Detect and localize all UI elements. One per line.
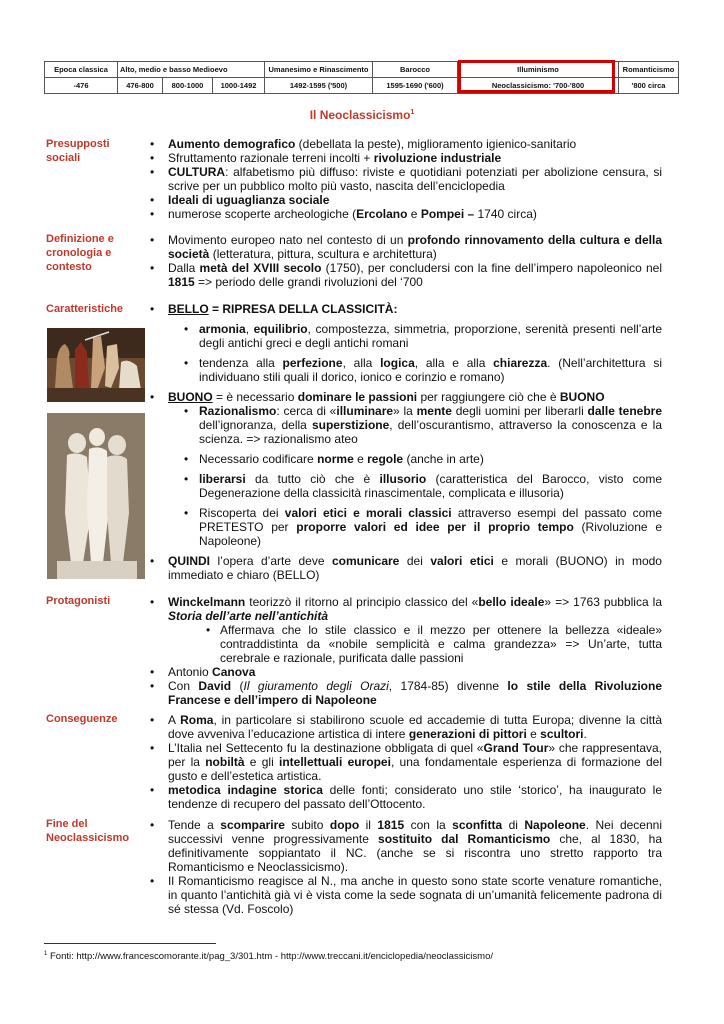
list-item: • Movimento europeo nato nel contesto di un profondo rinnovamento della cultura e della società (letteratura, pittura, scultura e architettura) <box>148 233 662 261</box>
sub-item: • Riscoperta dei valori etici e morali classici attraverso esempi del passato come PRETESTO per proporre valori ed idee per il proprio tempo (Rivoluzione e Napoleone) <box>148 506 662 548</box>
caratteristiche-block <box>148 302 662 582</box>
section-label-protagonisti: Protagonisti <box>46 595 111 607</box>
oath-of-horatii-painting <box>47 328 145 402</box>
protagonisti-block <box>148 595 662 707</box>
page-title-text: Il Neoclassicismo <box>309 108 411 122</box>
list-item: • Antonio Canova <box>148 665 662 679</box>
timeline-cell: Neoclassicismo: '700-'800 <box>458 78 619 94</box>
list-item: • QUINDI l’opera d’arte deve comunicare dei valori etici e morali (BUONO) in modo immediato e chiaro (BELLO) <box>148 554 662 582</box>
footnote-marker: 1 <box>44 951 48 957</box>
presupposti-block <box>148 137 662 221</box>
section-label-fine: Fine del Neoclassicismo <box>46 818 130 844</box>
definizione-block <box>148 233 662 289</box>
timeline-cell: Illuminismo <box>458 62 619 78</box>
timeline-cell: Umanesimo e Rinascimento <box>265 62 373 78</box>
page-title <box>0 108 724 122</box>
list-item: • BUONO = è necessario dominare le passioni per raggiungere ciò che è BUONO <box>148 390 662 404</box>
footnote <box>44 951 493 962</box>
list-item: • Dalla metà del XVIII secolo (1750), per concludersi con la fine dell’impero napoleonico nel 1815 => periodo delle grandi rivoluzioni del ‘700 <box>148 261 662 289</box>
timeline-cell: '800 circa <box>619 78 679 94</box>
footnote-divider <box>44 943 216 944</box>
sub-item: • Affermava che lo stile classico e il mezzo per ottenere la bellezza «ideale» contraddistinta da «nobile semplicità e calma grandezza» => Un’arte, tutta cerebrale e razionale, purificata dalle passioni <box>148 623 662 665</box>
sub-item: • tendenza alla perfezione, alla logica, alla e alla chiarezza. (Nell’architettura si individuano stili quali il dorico, ionico e corinzio e romano) <box>148 356 662 384</box>
section-label-conseguenze: Conseguenze <box>46 713 118 725</box>
section-label-presupposti: Presupposti sociali <box>46 138 110 164</box>
list-item: • numerose scoperte archeologiche (Ercolano e Pompei – 1740 circa) <box>148 207 662 221</box>
footnote-ref[interactable]: 1 <box>410 109 415 116</box>
section-label-caratteristiche: Caratteristiche <box>46 303 124 315</box>
sub-item: • Necessario codificare norme e regole (anche in arte) <box>148 452 662 466</box>
list-item: • metodica indagine storica delle fonti; considerato uno stile ‘storico’, ha inaugurato le tendenze di recupero del passato dell’Ottocento. <box>148 783 662 811</box>
list-item: • Con David (Il giuramento degli Orazi, 1784-85) divenne lo stile della Rivoluzione Francese e dell’impero di Napoleone <box>148 679 662 707</box>
sub-item: • Razionalismo: cerca di «illuminare» la mente degli uomini per liberarli dalle tenebre dell’ignoranza, della superstizione, dell’oscurantismo, attraverso la conoscenza e la scienza. => razionalismo ateo <box>148 404 662 446</box>
fine-block <box>148 818 662 916</box>
sub-item: • armonia, equilibrio, compostezza, simmetria, proporzione, serenità presenti nell’arte degli antichi greci e degli antichi romani <box>148 322 662 350</box>
current-period-highlight <box>458 60 615 93</box>
list-item: • L’Italia nel Settecento fu la destinazione obbligata di quel «Grand Tour» che rappresentava, per la nobiltà e gli intellettuali europei, una fondamentale esperienza di formazione del gusto e dell’estetica artistica. <box>148 741 662 783</box>
conseguenze-block <box>148 713 662 811</box>
three-graces-sculpture <box>47 413 145 579</box>
list-item: • Winckelmann teorizzò il ritorno al principio classico del «bello ideale» => 1763 pubblica la Storia dell’arte nell’antichità <box>148 595 662 623</box>
timeline-cell: 1000-1492 <box>213 78 265 94</box>
timeline-cell: Epoca classica <box>45 62 118 78</box>
list-item: • Tende a scomparire subito dopo il 1815 con la sconfitta di Napoleone. Nei decenni successivi venne progressivamente sostituito dal Romanticismo che, al 1830, ha definitivamente soppiantato il NC. (anche se si riscontra uno stretto rapporto tra Romanticismo e Neoclassicismo). <box>148 818 662 874</box>
footnote-text: Fonti: http://www.francescomorante.it/pag_3/301.htm - http://www.treccani.it/enciclopedia/neoclassicismo/ <box>49 951 493 963</box>
list-item: • Il Romanticismo reagisce al N., ma anche in questo sono state scorte venature romantiche, in quanto l’antichità già vi è vista come la sede sognata di un’umanità felicemente padrona di sé stessa (Vd. Foscolo) <box>148 874 662 916</box>
list-item: • CULTURA: alfabetismo più diffuso: riviste e quotidiani potenziati per abolizione censura, si scrive per un pubblico molto più vasto, nascita dell’enciclopedia <box>148 165 662 193</box>
list-item: • Sfruttamento razionale terreni incolti + rivoluzione industriale <box>148 151 662 165</box>
list-item: • A Roma, in particolare si stabilirono scuole ed accademie di tutta Europa; divenne la città dove avveniva l’educazione artistica di intere generazioni di pittori e scultori. <box>148 713 662 741</box>
list-item: • Ideali di uguaglianza sociale <box>148 193 662 207</box>
list-item: • Aumento demografico (debellata la peste), miglioramento igienico-sanitario <box>148 137 662 151</box>
section-label-definizione: Definizione e cronologia e contesto <box>46 233 114 273</box>
list-item: • BELLO = RIPRESA DELLA CLASSICITÀ: <box>148 302 662 316</box>
sub-item: • liberarsi da tutto ciò che è illusorio (caratteristica del Barocco, visto come Degenerazione della classicità rinascimentale, complicata e illusoria) <box>148 472 662 500</box>
timeline-cell: -476 <box>45 78 118 94</box>
timeline-cell: 1595-1690 ('600) <box>373 78 458 94</box>
timeline-cell: Romanticismo <box>619 62 679 78</box>
timeline-cell: 1492-1595 ('500) <box>265 78 373 94</box>
timeline-cell: 476-800 <box>118 78 163 94</box>
timeline-cell: Alto, medio e basso Medioevo <box>118 62 265 78</box>
timeline-cell: Barocco <box>373 62 458 78</box>
timeline-cell: 800-1000 <box>163 78 213 94</box>
